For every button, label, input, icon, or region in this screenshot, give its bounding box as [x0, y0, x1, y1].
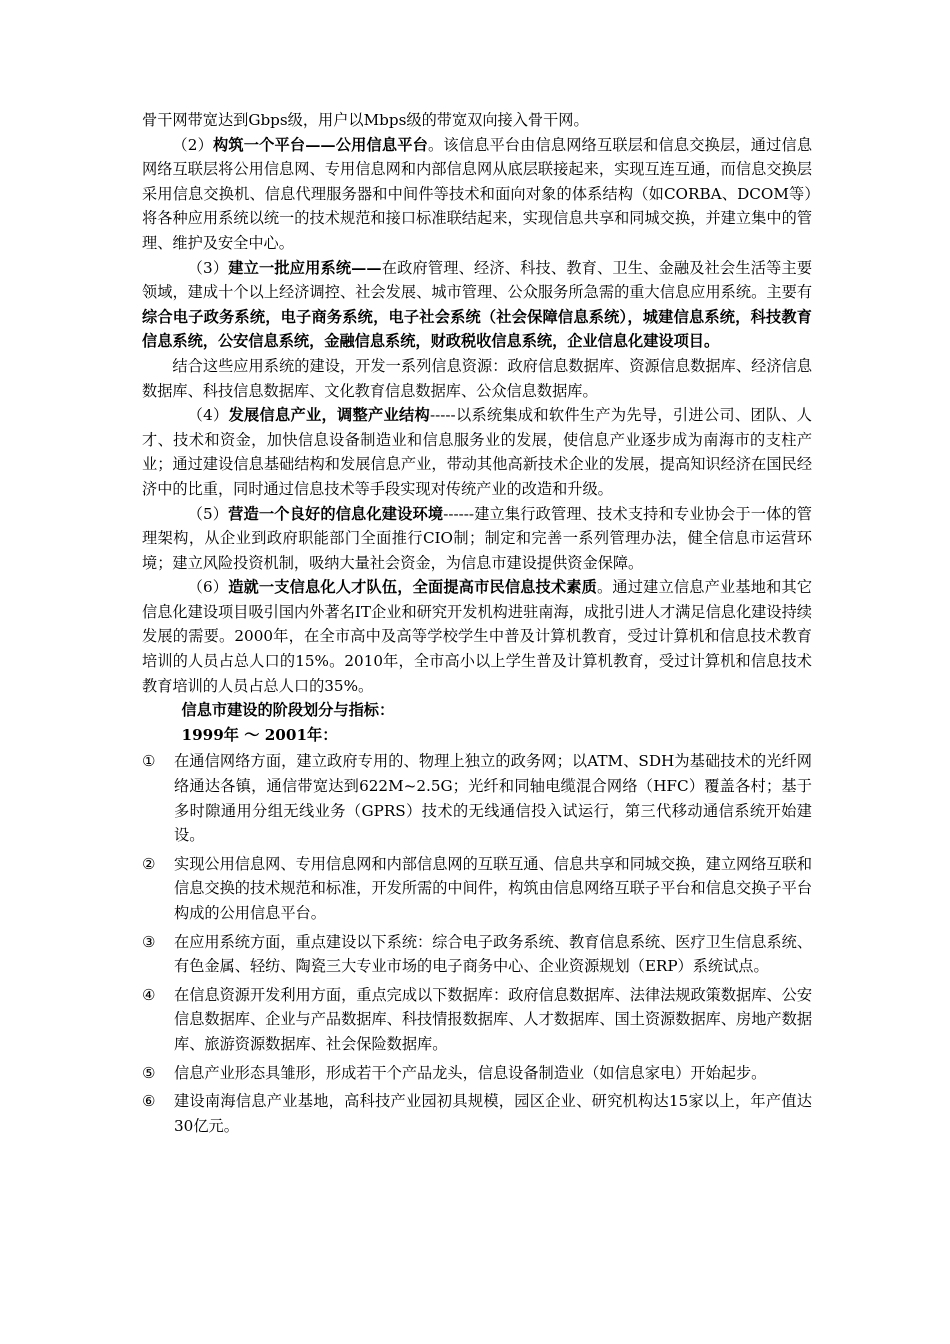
- item-number: （6）: [187, 578, 229, 597]
- list-marker: ①: [142, 752, 156, 771]
- list-item-text: 信息产业形态具雏形，形成若干个产品龙头，信息设备制造业（如信息家电）开始起步。: [174, 1063, 767, 1082]
- list-marker: ⑥: [142, 1092, 156, 1111]
- section-heading: 信息市建设的阶段划分与指标：: [181, 701, 395, 720]
- paragraph-body: 。通过建立信息产业基地和其它信息化建设项目吸引国内外著名IT企业和研究开发机构进驻南海，成批引进人才满足信息化建设持续发展的需要。2000年，在全市高中及高等学校学生中普及计算机教育，受过计算机和信息技术教育培训的人员占总人口的15%。2010年，全市高小以上学生普及计算机教育，受过计算机和信息技术教育培训的人员占总人口的35%。: [142, 578, 813, 695]
- paragraph-body: 在政府管理、经济、科技、教育、卫生、金融及社会生活等主要领域，建成十个以上经济调控、社会发展、城市管理、公众服务所急需的重大信息应用系统。主要有: [142, 258, 813, 302]
- list-item: [142, 1061, 812, 1086]
- paragraph-emphasis: 综合电子政务系统，电子商务系统，电子社会系统（社会保障信息系统），城建信息系统，科技教育信息系统，公安信息系统，金融信息系统，财政税收信息系统，企业信息化建设项目。: [142, 307, 812, 351]
- paragraph-heading: 发展信息产业，调整产业结构: [228, 406, 430, 425]
- list-item: [142, 749, 812, 847]
- item-number: （4）: [187, 406, 229, 425]
- milestone-list: [142, 749, 812, 1138]
- paragraph-application-systems: [142, 256, 812, 354]
- list-item-text: 实现公用信息网、专用信息网和内部信息网的互联互通、信息共享和同城交换，建立网络互联和信息交换的技术规范和标准，开发所需的中间件，构筑由信息网络互联子平台和信息交换子平台构成的公用信息平台。: [174, 854, 812, 922]
- paragraph-body: -----以系统集成和软件生产为先导，引进公司、团队、人才、技术和资金，加快信息设备制造业和信息服务业的发展，使信息产业逐步成为南海市的支柱产业；通过建设信息基础结构和发展信息产业，带动其他高新技术企业的发展，提高知识经济在国民经济中的比重，同时通过信息技术等手段实现对传统产业的改造和升级。: [142, 406, 812, 498]
- paragraph-heading: 造就一支信息化人才队伍，全面提高市民信息技术素质: [228, 578, 598, 597]
- list-item-text: 在通信网络方面，建立政府专用的、物理上独立的政务网；以ATM、SDH为基础技术的光纤网络通达各镇，通信带宽达到622M~2.5G；光纤和同轴电缆混合网络（HFC）覆盖各村；基于多时隙通用分组无线业务（GPRS）技术的无线通信投入试运行，第三代移动通信系统开始建设。: [174, 752, 812, 845]
- paragraph-information-industry: [142, 403, 812, 501]
- list-item-text: 建设南海信息产业基地，高科技产业园初具规模，园区企业、研究机构达15家以上，年产值达30亿元。: [174, 1092, 812, 1135]
- item-number: （3）: [187, 258, 229, 277]
- item-number: （2）: [172, 135, 213, 154]
- paragraph-heading: 建立一批应用系统——: [228, 258, 382, 277]
- paragraph-talent: [142, 575, 812, 698]
- paragraph-environment: [142, 502, 812, 576]
- paragraph-body: 。该信息平台由信息网络互联层和信息交换层，通过信息网络互联层将公用信息网、专用信息网和内部信息网从底层联接起来，实现互连互通，而信息交换层采用信息交换机、信息代理服务器和中间件等技术和面向对象的体系结构（如CORBA、DCOM等）将各种应用系统以统一的技术规范和接口标准联结起来，实现信息共享和同城交换，并建立集中的管理、维护及安全中心。: [142, 135, 813, 252]
- list-marker: ④: [142, 985, 156, 1004]
- list-marker: ②: [142, 854, 156, 873]
- paragraph-information-resources: 结合这些应用系统的建设，开发一系列信息资源：政府信息数据库、资源信息数据库、经济信息数据库、科技信息数据库、文化教育信息数据库、公众信息数据库。: [142, 356, 812, 400]
- paragraph-public-platform: [142, 133, 812, 256]
- list-item: [142, 930, 812, 979]
- list-item: [142, 852, 812, 926]
- period-heading: 1999年 ～ 2001年：: [181, 725, 338, 744]
- document-page: [142, 108, 812, 1142]
- paragraph-body: ------建立集行政管理、技术支持和专业协会于一体的管理架构，从企业到政府职能部门全面推行CIO制；制定和完善一系列管理办法，健全信息市运营环境；建立风险投资机制，吸纳大量社会资金，为信息市建设提供资金保障。: [142, 504, 812, 572]
- paragraph-backbone: 骨干网带宽达到Gbps级，用户以Mbps级的带宽双向接入骨干网。: [142, 111, 589, 129]
- item-number: （5）: [187, 504, 229, 523]
- list-marker: ⑤: [142, 1063, 156, 1082]
- list-item: [142, 983, 812, 1057]
- list-item-text: 在应用系统方面，重点建设以下系统：综合电子政务系统、教育信息系统、医疗卫生信息系统、有色金属、轻纺、陶瓷三大专业市场的电子商务中心、企业资源规划（ERP）系统试点。: [174, 932, 812, 976]
- paragraph-heading: 营造一个良好的信息化建设环境: [228, 504, 444, 523]
- list-item-text: 在信息资源开发利用方面，重点完成以下数据库：政府信息数据库、法律法规政策数据库、公安信息数据库、企业与产品数据库、科技情报数据库、人才数据库、国土资源数据库、房地产数据库、旅游资源数据库、社会保险数据库。: [174, 985, 812, 1053]
- list-marker: ③: [142, 932, 156, 951]
- list-item: [142, 1089, 812, 1138]
- paragraph-heading: 构筑一个平台——公用信息平台: [212, 135, 428, 154]
